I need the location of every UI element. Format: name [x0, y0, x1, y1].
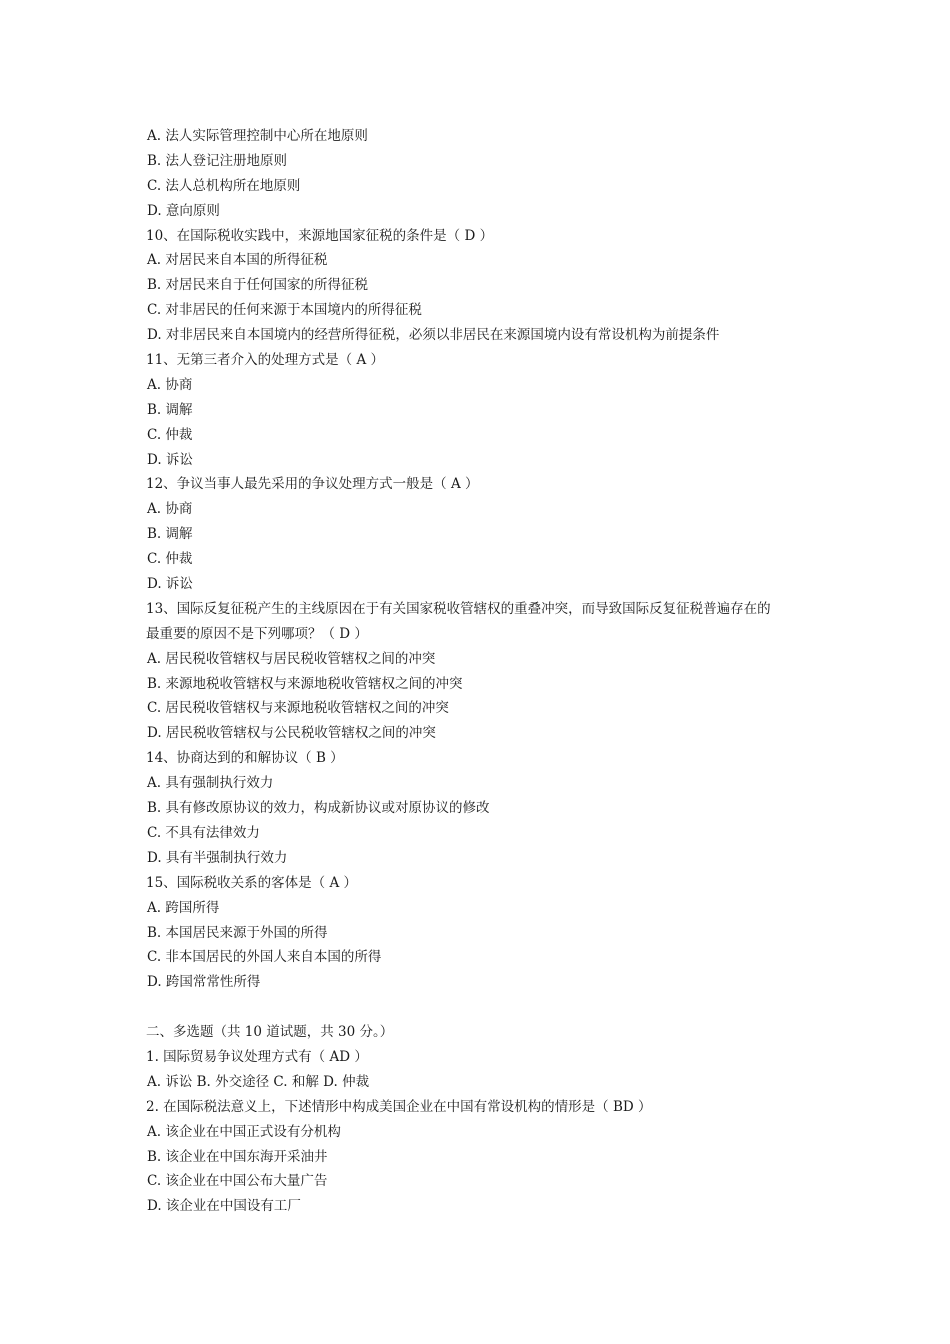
answer-option: C. 仲裁: [147, 426, 193, 443]
answer-option: C. 对非居民的任何来源于本国境内的所得征税: [147, 302, 422, 319]
answer-option: B. 该企业在中国东海开采油井: [147, 1148, 328, 1165]
answer-option: C. 非本国居民的外国人来自本国的所得: [147, 949, 382, 966]
question-text: 最重要的原因不是下列哪项？（ D ）: [146, 625, 368, 642]
question-text: 1. 国际贸易争议处理方式有（ AD ）: [146, 1048, 368, 1065]
answer-option: A. 跨国所得: [147, 899, 220, 916]
blank-line: [146, 995, 826, 1020]
section-heading: 二、多选题（共 10 道试题，共 30 分。）: [146, 1024, 394, 1041]
answer-option: D. 该企业在中国设有工厂: [147, 1198, 301, 1215]
answer-option: A. 对居民来自本国的所得征税: [147, 252, 328, 269]
answer-option: A. 诉讼 B. 外交途径 C. 和解 D. 仲裁: [147, 1073, 370, 1090]
question-text: 11、无第三者介入的处理方式是（ A ）: [146, 352, 385, 369]
answer-option: B. 调解: [147, 526, 193, 543]
answer-option: B. 对居民来自于任何国家的所得征税: [147, 277, 369, 294]
document-page: [146, 124, 826, 1219]
answer-option: B. 调解: [147, 401, 193, 418]
answer-option: B. 来源地税收管辖权与来源地税收管辖权之间的冲突: [147, 675, 463, 692]
answer-option: A. 法人实际管理控制中心所在地原则: [147, 128, 368, 144]
answer-option: A. 协商: [147, 501, 193, 518]
answer-option: A. 具有强制执行效力: [147, 775, 274, 792]
answer-option: D. 诉讼: [147, 451, 193, 468]
question-text: 12、争议当事人最先采用的争议处理方式一般是（ A ）: [146, 476, 479, 493]
question-text: 14、协商达到的和解协议（ B ）: [146, 750, 344, 767]
answer-option: C. 居民税收管辖权与来源地税收管辖权之间的冲突: [147, 700, 449, 717]
answer-option: C. 该企业在中国公布大量广告: [147, 1173, 328, 1190]
answer-option: B. 法人登记注册地原则: [147, 152, 288, 169]
answer-option: D. 跨国常常性所得: [147, 974, 261, 991]
answer-option: C. 不具有法律效力: [147, 824, 260, 841]
answer-option: A. 协商: [147, 376, 193, 393]
answer-option: D. 诉讼: [147, 576, 193, 593]
question-text: 15、国际税收关系的客体是（ A ）: [146, 874, 358, 891]
answer-option: A. 该企业在中国正式设有分机构: [147, 1123, 341, 1140]
answer-option: C. 法人总机构所在地原则: [147, 177, 301, 194]
question-text: 10、在国际税收实践中，来源地国家征税的条件是（ D ）: [146, 227, 494, 244]
answer-option: A. 居民税收管辖权与居民税收管辖权之间的冲突: [147, 650, 436, 667]
answer-option: D. 具有半强制执行效力: [147, 849, 288, 866]
answer-option: D. 意向原则: [147, 202, 220, 219]
answer-option: D. 居民税收管辖权与公民税收管辖权之间的冲突: [147, 725, 436, 742]
answer-option: B. 具有修改原协议的效力，构成新协议或对原协议的修改: [147, 800, 490, 817]
answer-option: D. 对非居民来自本国境内的经营所得征税，必须以非居民在来源国境内设有常设机构为前提条件: [147, 327, 720, 344]
question-text: 13、国际反复征税产生的主线原因在于有关国家税收管辖权的重叠冲突，而导致国际反复征税普遍存在的: [146, 600, 771, 617]
answer-option: B. 本国居民来源于外国的所得: [147, 924, 328, 941]
question-text: 2. 在国际税法意义上，下述情形中构成美国企业在中国有常设机构的情形是（ BD ）: [146, 1098, 652, 1115]
answer-option: C. 仲裁: [147, 551, 193, 568]
